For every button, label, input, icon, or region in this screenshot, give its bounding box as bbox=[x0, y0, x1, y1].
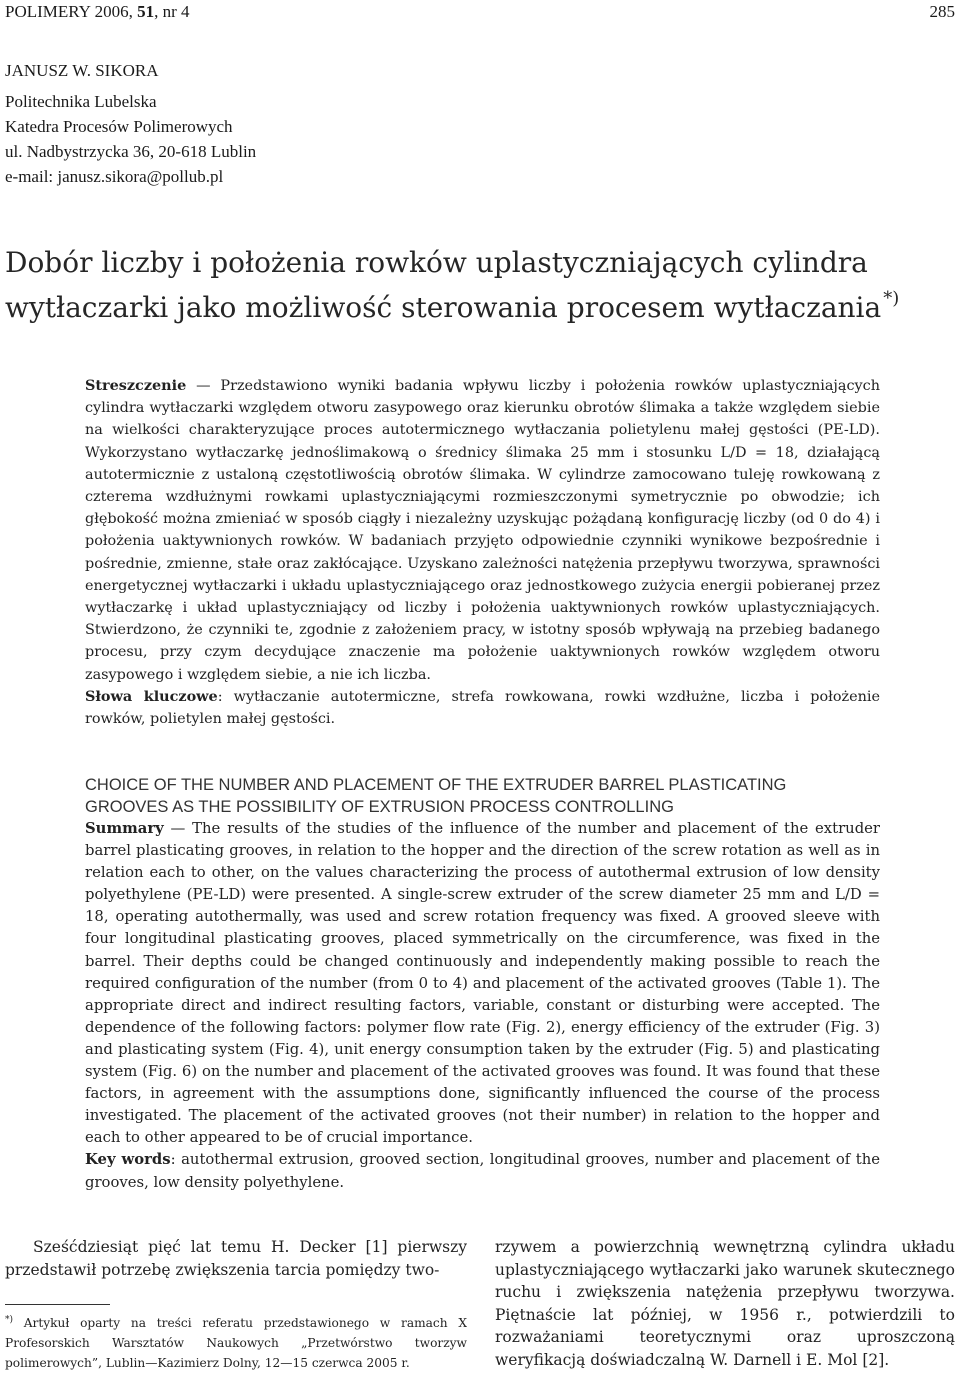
title-line-2-text: wytłaczarki jako możliwość sterowania procesem wytłaczania bbox=[5, 291, 882, 324]
abstract-pl-text: — Przedstawiono wyniki badania wpływu liczby i położenia rowków uplastyczniających cylindra wytłaczarki względem otworu zasypowego oraz kierunku obrotów ślimaka a także względem siebie na wielkości charakteryzujące proces autotermicznego wytłaczania polietylenu małej gęstości (PE-LD). Wykorzystano wytłaczarkę jednoślimakową o średnicy ślimaka 25 mm i stosunku L/D = 18, działającą autotermicznie z ustaloną częstotliwością obrotów ślimaka. W cylindrze zamocowano tuleję rowkowaną z czterema wzdłużnymi rowkami uplastyczniającymi rozmieszczonymi symetrycznie po obwodzie; ich głębokość można zmieniać w sposób ciągły i niezależny uzyskując pożądaną konfigurację liczby (od 0 do 4) i położenia uaktywnionych rowków. W badaniach przyjęto odpowiednie czynniki wynikowe bezpośrednie i pośrednie, zmienne, stałe oraz zakłócające. Uzyskano zależności natężenia przepływu tworzywa, sprawności energetycznej wytłaczarki i układu uplastyczniającego oraz jednostkowego zużycia energii pobieranej przez wytłaczarkę i układ uplastyczniający od liczby i położenia uaktywnionych rowków uplastyczniających. Stwierdzono, że czynniki te, zgodnie z założeniem pracy, w istotny sposób wpływają na przebieg badanego procesu, przy czym decydujące znaczenie ma położenie uaktywnionych rowków względem otworu zasypowego i względem siebie, a nie ich liczba. bbox=[85, 378, 880, 683]
keywords-pl-text: : wytłaczanie autotermiczne, strefa rowkowana, rowki wzdłużne, liczba i położenie rowków, polietylen małej gęstości. bbox=[85, 688, 880, 728]
body-column-left bbox=[5, 1236, 467, 1281]
author-block bbox=[5, 58, 256, 189]
footnote-text: Artykuł oparty na treści referatu przedstawionego w ramach X Profesorskich Warsztatów Naukowych „Przetwórstwo tworzyw polimerowych”, Lublin—Kazimierz Dolny, 12—15 czerwca 2005 r. bbox=[5, 1316, 467, 1371]
affiliation-university: Politechnika Lubelska bbox=[5, 92, 157, 111]
body-paragraph-left: Sześćdziesiąt pięć lat temu H. Decker [1] pierwszy przedstawił potrzebę zwiększenia tarcia pomiędzy two- bbox=[5, 1238, 467, 1279]
abstract-pl-label: Streszczenie bbox=[85, 377, 187, 394]
footnote-divider bbox=[5, 1304, 110, 1305]
title-line-1: Dobór liczby i położenia rowków uplastyczniających cylindra bbox=[5, 246, 868, 279]
title-line-2 bbox=[5, 281, 905, 326]
body-paragraph-right: rzywem a powierzchnią wewnętrzną cylindra układu uplastyczniającego wytłaczarki jako warunek skutecznego ruchu i zwiększenia natężenia przepływu tworzywa. Piętnaście lat później, w 1956 r., potwierdzili to rozważaniami teoretycznymi oraz uproszczoną weryfikacją doświadczalną W. Darnell i E. Mol [2]. bbox=[495, 1238, 955, 1369]
affiliation-department: Katedra Procesów Polimerowych bbox=[5, 117, 233, 136]
keywords-pl-label: Słowa kluczowe bbox=[85, 687, 218, 705]
abstract-en-text: — The results of the studies of the influence of the number and placement of the extruder barrel plasticating grooves, in relation to the hopper and the direction of the screw rotation as well as in relation each to other, on the values characterizing the process of autothermal extrusion of low density polyethylene (PE-LD) were presented. A single-screw extruder of the screw diameter 25 mm and L/D = 18, operating autothermally, was used and screw rotation frequency was fixed. A grooved sleeve with four longitudinal plasticating grooves, placed symmetrically on the circumference, was fixed in the barrel. Their depths could be changed continuously and independently making possible to reach the required configuration of the number (from 0 to 4) and placement of the activated grooves (Table 1). The appropriate direct and indirect resulting factors, variable, constant or disturbing were accepted. The dependence of the following factors: polymer flow rate (Fig. 2), energy efficiency of the extruder (Fig. 3) and plasticating system (Fig. 4), unit energy consumption taken by the extruder (Fig. 5) and plasticating system (Fig. 6) on the number and placement of the activated grooves was found. It was found that these factors, in agreement with the assumptions done, significantly influenced the course of the process investigated. The placement of the activated grooves (not their number) in relation to the hopper and each to other appeared to be of crucial importance. bbox=[85, 820, 880, 1147]
keywords-pl bbox=[85, 686, 880, 730]
article-title bbox=[5, 245, 905, 326]
affiliation-email: e-mail: janusz.sikora@pollub.pl bbox=[5, 167, 224, 186]
abstract-polish bbox=[85, 375, 880, 730]
abstract-pl-body bbox=[85, 375, 880, 686]
journal-citation bbox=[5, 2, 190, 22]
author-name: JANUSZ W. SIKORA bbox=[5, 61, 159, 80]
journal-issue: , nr 4 bbox=[154, 2, 190, 21]
abstract-english bbox=[85, 774, 880, 1194]
title-footnote-mark: *) bbox=[883, 288, 900, 309]
footnote bbox=[5, 1310, 467, 1373]
body-column-right bbox=[495, 1236, 955, 1371]
footnote-mark: *) bbox=[5, 1315, 14, 1325]
english-title-line-2: GROOVES AS THE POSSIBILITY OF EXTRUSION PROCESS CONTROLLING bbox=[85, 798, 674, 816]
keywords-en-text: : autothermal extrusion, grooved section, longitudinal grooves, number and placement of the grooves, low density polyethylene. bbox=[85, 1151, 880, 1191]
abstract-en-body bbox=[85, 818, 880, 1149]
keywords-en bbox=[85, 1149, 880, 1193]
affiliation-address: ul. Nadbystrzycka 36, 20-618 Lublin bbox=[5, 142, 257, 161]
journal-name: POLIMERY 2006, bbox=[5, 2, 138, 21]
english-title-line-1: CHOICE OF THE NUMBER AND PLACEMENT OF THE EXTRUDER BARREL PLASTICATING bbox=[85, 776, 787, 794]
abstract-en-label: Summary bbox=[85, 820, 164, 837]
running-header bbox=[5, 2, 955, 24]
page-number: 285 bbox=[929, 2, 955, 21]
keywords-en-label: Key words bbox=[85, 1151, 171, 1169]
journal-volume: 51 bbox=[137, 2, 155, 21]
